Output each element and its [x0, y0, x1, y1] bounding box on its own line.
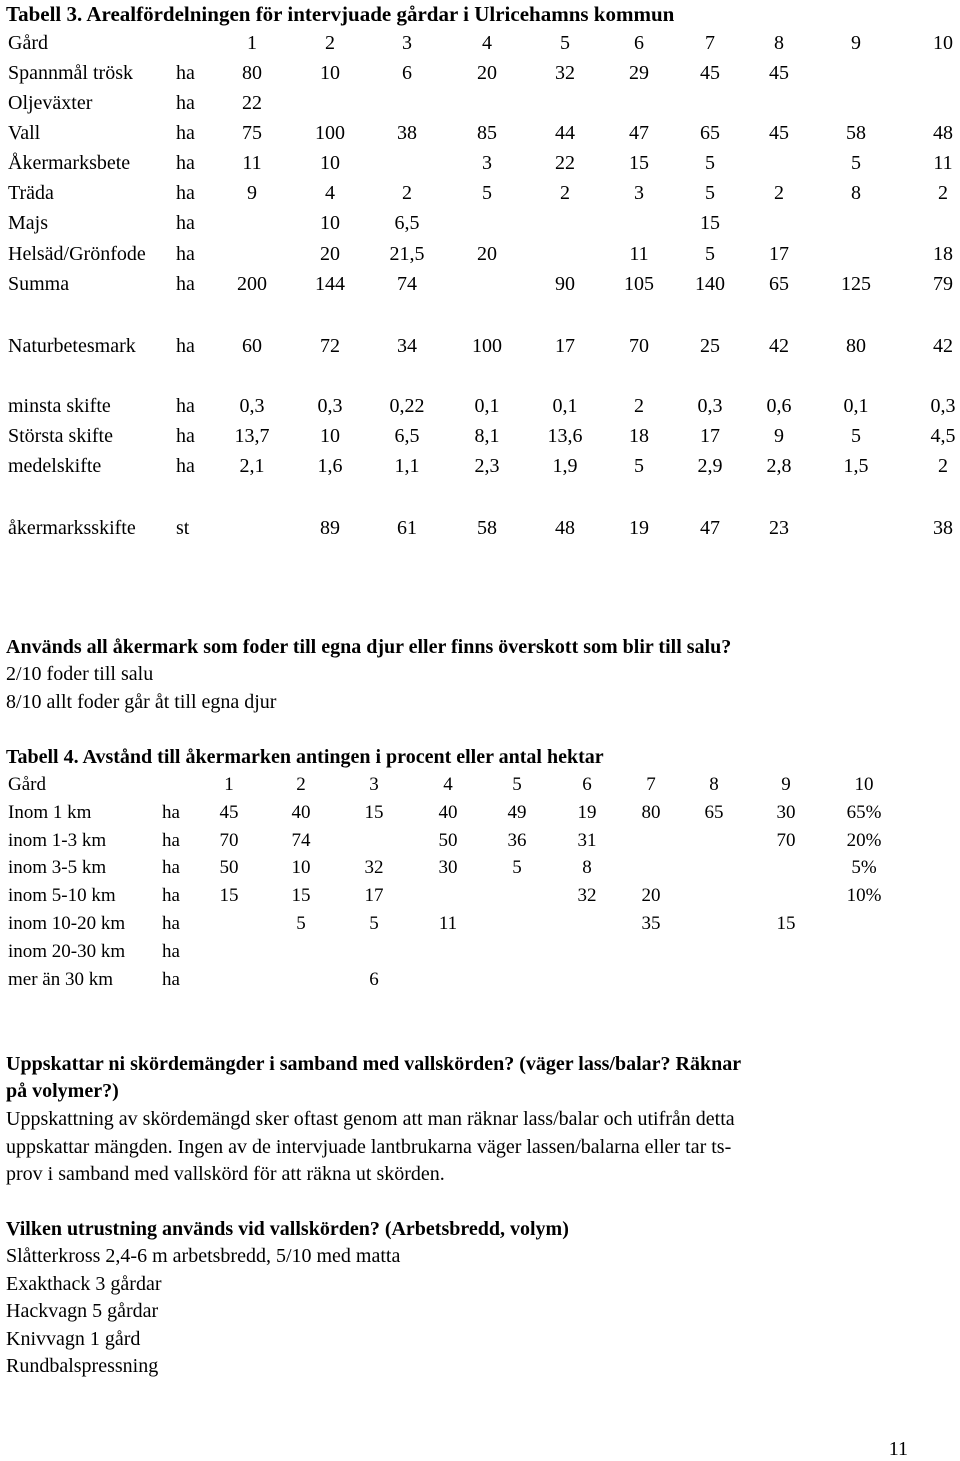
table-cell: 17: [700, 425, 720, 447]
table-row-label: Åkermarksbete: [8, 152, 131, 174]
table-cell: 5: [851, 425, 861, 447]
table-cell: 74: [291, 830, 311, 851]
question3-answer: Slåtterkross 2,4-6 m arbetsbredd, 5/10 med matta: [6, 1245, 401, 1267]
table-cell: 38: [397, 122, 417, 144]
table-cell: 45: [769, 62, 789, 84]
table-cell: 1: [224, 774, 234, 795]
table-cell: 3: [634, 182, 644, 204]
table-cell: 42: [933, 335, 953, 357]
table-cell: 47: [700, 517, 720, 539]
table-cell: 3: [482, 152, 492, 174]
table-row-unit: ha: [162, 802, 180, 823]
table-row-unit: ha: [162, 913, 180, 934]
table-cell: 65%: [846, 802, 882, 823]
table-cell: 2: [634, 395, 644, 417]
question2-body: Uppskattning av skördemängd sker oftast genom att man räknar lass/balar och utifrån detta: [6, 1108, 735, 1130]
table-cell: 15: [364, 802, 384, 823]
table-cell: 15: [776, 913, 796, 934]
table-cell: 90: [555, 273, 575, 295]
table-cell: 65: [704, 802, 724, 823]
table-row-label: minsta skifte: [8, 395, 111, 417]
table-cell: 20: [320, 243, 340, 265]
table-cell: 15: [291, 885, 311, 906]
table-cell: 10: [320, 152, 340, 174]
table-row-label: Gård: [8, 774, 46, 795]
table-cell: 80: [641, 802, 661, 823]
table-cell: 8: [851, 182, 861, 204]
table-cell: 6: [634, 32, 644, 54]
table-cell: 15: [219, 885, 239, 906]
table-cell: 30: [776, 802, 796, 823]
table-cell: 89: [320, 517, 340, 539]
table-cell: 0,3: [697, 395, 723, 417]
table-cell: 60: [242, 335, 262, 357]
table-cell: 6,5: [394, 212, 420, 234]
table-row-label: Inom 1 km: [8, 802, 92, 823]
table-row-unit: ha: [176, 455, 195, 477]
table-row-label: inom 5-10 km: [8, 885, 116, 906]
page-number: 11: [888, 1438, 908, 1460]
table-row-unit: ha: [162, 885, 180, 906]
table-cell: 105: [624, 273, 654, 295]
table-row-label: åkermarksskifte: [8, 517, 136, 539]
table-row-label: Största skifte: [8, 425, 113, 447]
table-cell: 35: [641, 913, 661, 934]
question2-body: prov i samband med vallskörd för att räkna ut skörden.: [6, 1163, 445, 1185]
table-cell: 32: [577, 885, 597, 906]
table-row-label: inom 20-30 km: [8, 941, 126, 962]
table-cell: 20: [477, 62, 497, 84]
table-cell: 11: [933, 152, 953, 174]
table-cell: 10: [320, 425, 340, 447]
table-cell: 18: [629, 425, 649, 447]
table-row-label: Vall: [8, 122, 41, 144]
table-row-unit: ha: [162, 969, 180, 990]
table-cell: 40: [438, 802, 458, 823]
table-row-unit: ha: [176, 395, 195, 417]
table-cell: 65: [700, 122, 720, 144]
table-cell: 1,9: [552, 455, 578, 477]
table-row-label: medelskifte: [8, 455, 102, 477]
table-cell: 9: [247, 182, 257, 204]
table-cell: 0,3: [930, 395, 956, 417]
table-cell: 5: [705, 182, 715, 204]
question3-heading: Vilken utrustning används vid vallskörden? (Arbetsbredd, volym): [6, 1218, 569, 1240]
table-cell: 6: [402, 62, 412, 84]
table-cell: 3: [369, 774, 379, 795]
table-cell: 44: [555, 122, 575, 144]
table-cell: 8: [709, 774, 719, 795]
table-cell: 8,1: [474, 425, 500, 447]
table-cell: 30: [438, 857, 458, 878]
table-cell: 10: [933, 32, 953, 54]
table-cell: 11: [242, 152, 262, 174]
table-cell: 2: [296, 774, 306, 795]
table-cell: 0,1: [552, 395, 578, 417]
table-row-unit: ha: [176, 243, 195, 265]
table-cell: 9: [781, 774, 791, 795]
table-cell: 17: [769, 243, 789, 265]
table-cell: 3: [402, 32, 412, 54]
table-cell: 32: [364, 857, 384, 878]
table-cell: 48: [933, 122, 953, 144]
table-row-unit: ha: [176, 182, 195, 204]
table-cell: 9: [851, 32, 861, 54]
table-cell: 58: [477, 517, 497, 539]
table-cell: 11: [438, 913, 458, 934]
table-row-unit: ha: [176, 62, 195, 84]
table-cell: 10: [320, 62, 340, 84]
table-row-unit: ha: [162, 941, 180, 962]
table-row-label: Naturbetesmark: [8, 335, 136, 357]
table-cell: 5: [512, 774, 522, 795]
table-row-label: Summa: [8, 273, 70, 295]
table-row-unit: ha: [176, 212, 195, 234]
table-cell: 25: [700, 335, 720, 357]
table-cell: 200: [237, 273, 267, 295]
table-row-unit: ha: [176, 122, 195, 144]
question3-answer: Hackvagn 5 gårdar: [6, 1300, 159, 1322]
table-cell: 9: [774, 425, 784, 447]
table-row-unit: ha: [162, 857, 180, 878]
table-cell: 48: [555, 517, 575, 539]
table-cell: 13,7: [234, 425, 270, 447]
table-cell: 45: [700, 62, 720, 84]
table-cell: 1,5: [843, 455, 869, 477]
table-cell: 80: [242, 62, 262, 84]
table-cell: 49: [507, 802, 527, 823]
table-cell: 5: [634, 455, 644, 477]
question2-body: uppskattar mängden. Ingen av de intervjuade lantbrukarna väger lassen/balarna eller tar ts-: [6, 1136, 732, 1158]
table-cell: 10: [320, 212, 340, 234]
table-cell: 15: [700, 212, 720, 234]
table-cell: 20: [477, 243, 497, 265]
table-row-unit: ha: [162, 830, 180, 851]
table-cell: 8: [774, 32, 784, 54]
table-row-label: mer än 30 km: [8, 969, 114, 990]
table-cell: 70: [776, 830, 796, 851]
question1-answer: 8/10 allt foder går åt till egna djur: [6, 691, 277, 713]
table-cell: 5%: [851, 857, 877, 878]
table-cell: 13,6: [547, 425, 583, 447]
table-cell: 61: [397, 517, 417, 539]
table-row-unit: ha: [176, 152, 195, 174]
table-cell: 125: [841, 273, 871, 295]
question1-heading: Används all åkermark som foder till egna djur eller finns överskott som blir till salu?: [6, 636, 732, 658]
table-cell: 72: [320, 335, 340, 357]
question2-heading: Uppskattar ni skördemängder i samband med vallskörden? (väger lass/balar? Räknar: [6, 1053, 742, 1075]
table-cell: 5: [512, 857, 522, 878]
table-cell: 0,6: [766, 395, 792, 417]
table-cell: 2,1: [239, 455, 265, 477]
table-cell: 38: [933, 517, 953, 539]
table-row-label: Spannmål trösk: [8, 62, 133, 84]
table-cell: 6: [582, 774, 592, 795]
table-cell: 29: [629, 62, 649, 84]
table4-caption: Tabell 4. Avstånd till åkermarken antingen i procent eller antal hektar: [6, 746, 604, 768]
table-cell: 0,22: [389, 395, 425, 417]
table-cell: 22: [555, 152, 575, 174]
table-cell: 50: [438, 830, 458, 851]
table-cell: 80: [846, 335, 866, 357]
table-cell: 5: [482, 182, 492, 204]
table-row-label: Gård: [8, 32, 48, 54]
question1-answer: 2/10 foder till salu: [6, 663, 154, 685]
table-cell: 2: [938, 455, 948, 477]
table-cell: 50: [219, 857, 239, 878]
table-cell: 2,8: [766, 455, 792, 477]
table-cell: 2: [560, 182, 570, 204]
table-cell: 7: [705, 32, 715, 54]
table-cell: 36: [507, 830, 527, 851]
table-cell: 0,3: [239, 395, 265, 417]
table-cell: 1,1: [394, 455, 420, 477]
table-cell: 100: [472, 335, 502, 357]
table-cell: 15: [629, 152, 649, 174]
table-cell: 47: [629, 122, 649, 144]
table-row-label: Träda: [8, 182, 54, 204]
table-row-label: Majs: [8, 212, 48, 234]
table-row-unit: ha: [176, 335, 195, 357]
table-cell: 22: [242, 92, 262, 114]
question2-heading: på volymer?): [6, 1080, 119, 1102]
table-cell: 4: [443, 774, 453, 795]
table-cell: 11: [629, 243, 649, 265]
table-cell: 5: [851, 152, 861, 174]
table-row-unit: ha: [176, 92, 195, 114]
table-row-label: inom 1-3 km: [8, 830, 107, 851]
table-cell: 0,1: [474, 395, 500, 417]
table-cell: 2: [325, 32, 335, 54]
table-cell: 19: [629, 517, 649, 539]
table-cell: 20: [641, 885, 661, 906]
table-cell: 18: [933, 243, 953, 265]
table-row-unit: st: [176, 517, 190, 539]
table-cell: 1: [247, 32, 257, 54]
table-cell: 0,3: [317, 395, 343, 417]
table-cell: 6: [369, 969, 379, 990]
table-cell: 7: [646, 774, 656, 795]
table-cell: 5: [296, 913, 306, 934]
table-row-label: inom 10-20 km: [8, 913, 126, 934]
table-cell: 4: [482, 32, 492, 54]
table-cell: 2,9: [697, 455, 723, 477]
question3-answer: Knivvagn 1 gård: [6, 1328, 141, 1350]
table-cell: 10: [291, 857, 311, 878]
table-cell: 75: [242, 122, 262, 144]
table-cell: 5: [705, 243, 715, 265]
table-cell: 65: [769, 273, 789, 295]
table-cell: 5: [369, 913, 379, 934]
table-cell: 2,3: [474, 455, 500, 477]
table-cell: 42: [769, 335, 789, 357]
table-cell: 34: [397, 335, 417, 357]
table-cell: 70: [629, 335, 649, 357]
table-row-label: inom 3-5 km: [8, 857, 107, 878]
table-cell: 5: [560, 32, 570, 54]
table-cell: 2: [402, 182, 412, 204]
table-cell: 8: [582, 857, 592, 878]
table-cell: 2: [938, 182, 948, 204]
question3-answer: Exakthack 3 gårdar: [6, 1273, 162, 1295]
table-cell: 17: [555, 335, 575, 357]
table-cell: 4,5: [930, 425, 956, 447]
table-cell: 85: [477, 122, 497, 144]
table-cell: 10%: [846, 885, 882, 906]
table-cell: 4: [325, 182, 335, 204]
table-cell: 70: [219, 830, 239, 851]
table-cell: 19: [577, 802, 597, 823]
table-row-label: Oljeväxter: [8, 92, 93, 114]
table-cell: 32: [555, 62, 575, 84]
table-row-unit: ha: [176, 273, 195, 295]
table-cell: 20%: [846, 830, 882, 851]
table-cell: 31: [577, 830, 597, 851]
question3-answer: Rundbalspressning: [6, 1355, 159, 1377]
table-cell: 6,5: [394, 425, 420, 447]
table-cell: 17: [364, 885, 384, 906]
table-cell: 2: [774, 182, 784, 204]
table-row-unit: ha: [176, 425, 195, 447]
table-cell: 23: [769, 517, 789, 539]
table-cell: 58: [846, 122, 866, 144]
table-cell: 40: [291, 802, 311, 823]
table-cell: 79: [933, 273, 953, 295]
table-cell: 1,6: [317, 455, 343, 477]
table-cell: 74: [397, 273, 417, 295]
table-cell: 45: [769, 122, 789, 144]
table-cell: 45: [219, 802, 239, 823]
table-row-label: Helsäd/Grönfode: [8, 243, 146, 265]
table-cell: 100: [315, 122, 345, 144]
table-cell: 5: [705, 152, 715, 174]
table-cell: 140: [695, 273, 725, 295]
table-cell: 144: [315, 273, 345, 295]
table-cell: 0,1: [843, 395, 869, 417]
table3-caption: Tabell 3. Arealfördelningen för intervjuade gårdar i Ulricehamns kommun: [6, 2, 675, 26]
table-cell: 21,5: [389, 243, 425, 265]
table-cell: 10: [854, 774, 874, 795]
